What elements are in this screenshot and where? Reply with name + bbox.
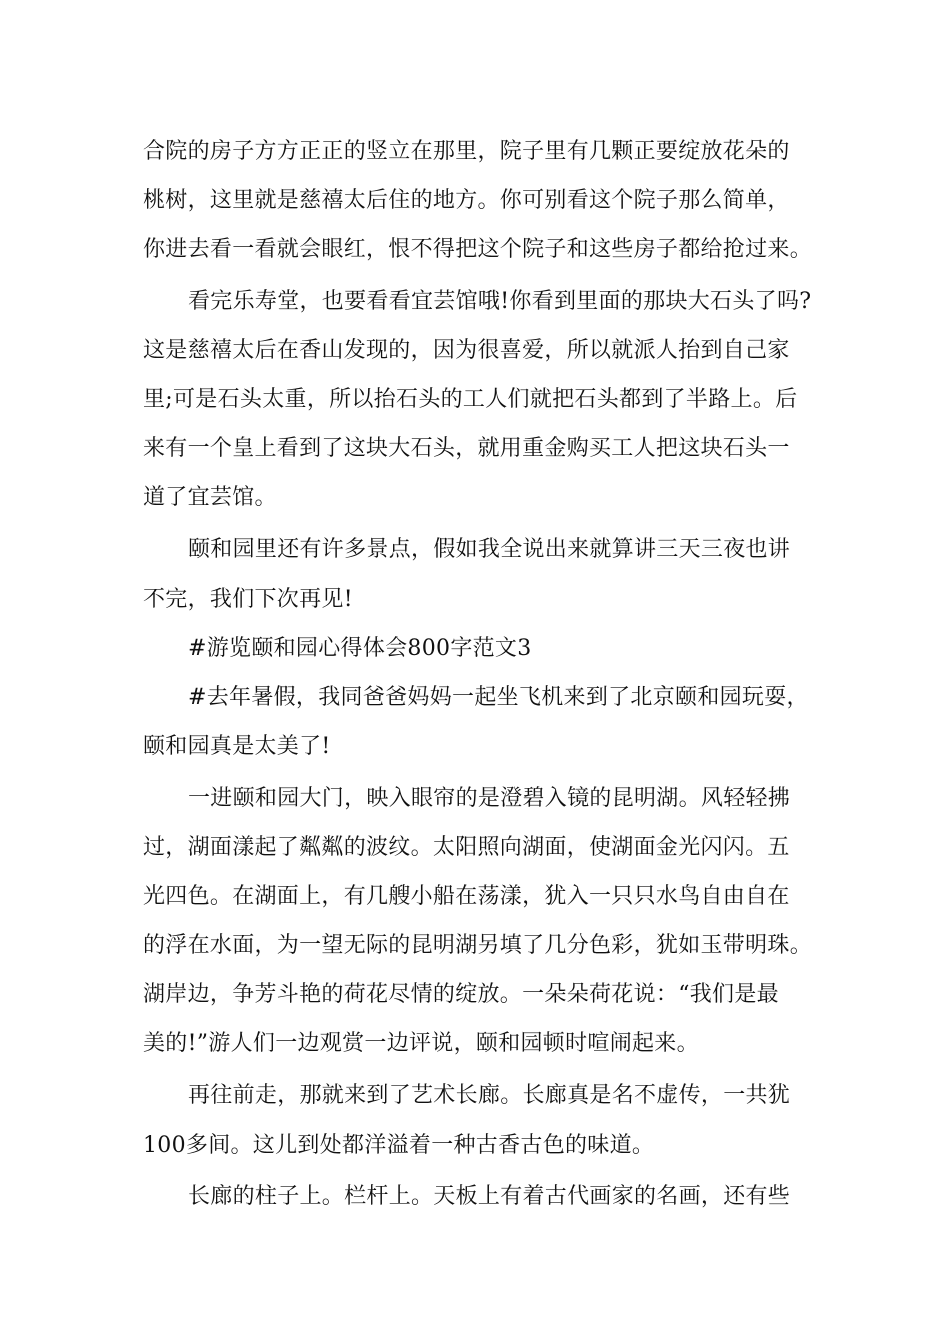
text-line: 里;可是石头太重，所以抬石头的工人们就把石头都到了半路上。后 [143,387,798,412]
text-line: 看完乐寿堂，也要看看宜芸馆哦!你看到里面的那块大石头了吗? [188,289,812,314]
text-line: 颐和园真是太美了! [143,734,331,759]
text-line: 100多间。这儿到处都洋溢着一种古香古色的味道。 [143,1133,655,1158]
text-line: 来有一个皇上看到了这块大石头，就用重金购买工人把这块石头一 [143,436,790,461]
text-line: 你进去看一看就会眼红，恨不得把这个院子和这些房子都给抢过来。 [143,237,813,262]
text-line: 桃树，这里就是慈禧太后住的地方。你可别看这个院子那么简单， [143,188,790,213]
text-line: 道了宜芸馆。 [143,485,277,510]
text-line: 长廊的柱子上。栏杆上。天板上有着古代画家的名画，还有些 [188,1184,791,1209]
text-line: 的浮在水面，为一望无际的昆明湖另填了几分色彩，犹如玉带明珠。 [143,933,813,958]
text-line: 合院的房子方方正正的竖立在那里，院子里有几颗正要绽放花朵的 [143,139,790,164]
text-line: 美的!”游人们一边观赏一边评说，颐和园顿时喧闹起来。 [143,1031,699,1056]
text-line: #游览颐和园心得体会800字范文3 [188,636,532,661]
text-line: #去年暑假，我同爸爸妈妈一起坐飞机来到了北京颐和园玩耍， [188,685,809,710]
text-line: 不完，我们下次再见! [143,587,353,612]
text-line: 再往前走，那就来到了艺术长廊。长廊真是名不虚传，一共犹 [188,1083,791,1108]
text-line: 湖岸边，争芳斗艳的荷花尽情的绽放。一朵朵荷花说：“我们是最 [143,982,779,1007]
text-line: 一进颐和园大门，映入眼帘的是澄碧入镜的昆明湖。风轻轻拂 [188,786,791,811]
text-line: 过，湖面漾起了粼粼的波纹。太阳照向湖面，使湖面金光闪闪。五 [143,835,790,860]
text-line: 这是慈禧太后在香山发现的，因为很喜爱，所以就派人抬到自己家 [143,338,790,363]
text-line: 颐和园里还有许多景点，假如我全说出来就算讲三天三夜也讲 [188,537,791,562]
text-line: 光四色。在湖面上，有几艘小船在荡漾，犹入一只只水鸟自由自在 [143,884,790,909]
